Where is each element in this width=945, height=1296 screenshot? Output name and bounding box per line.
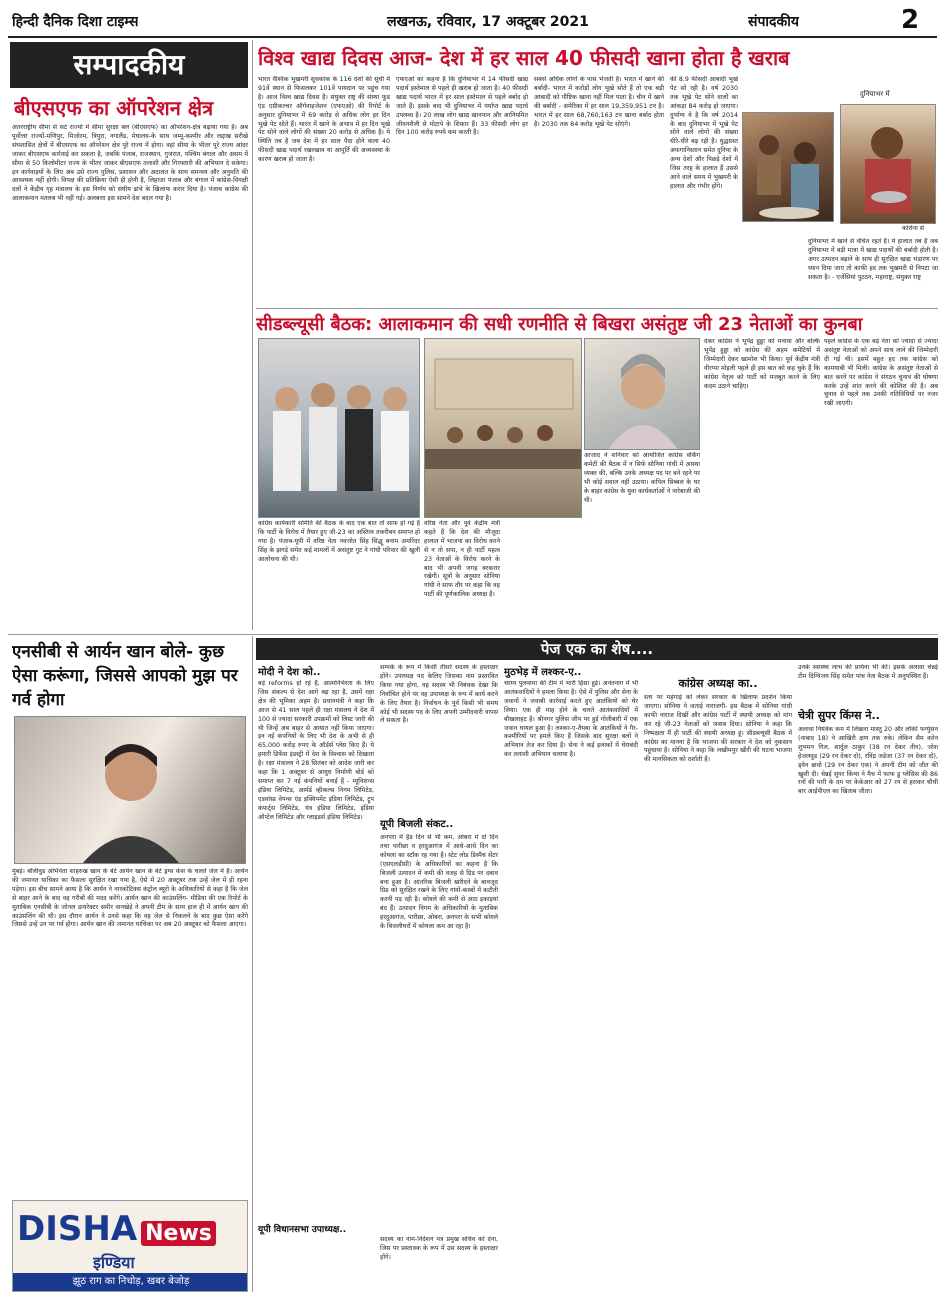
logo-tagline: झूठ राग का निचोड़, खबर बेजोड़ xyxy=(13,1273,248,1291)
chetri-intro: उनके स्वास्थ्य लाभ की प्रार्थना भी की। इसके अलावा चेन्नई टीम दिग्विजय सिंह समेत पांच नेता बैठक में अनुपस्थित हैं। xyxy=(798,664,938,680)
divider xyxy=(256,308,938,309)
main-col-3: सबसे अधिक लोगों के पास भेजती है। भारत में खाने की बर्बादी- भारत में करोड़ों लोग भूखे सोते हैं तो एक बड़ी आबादी को पौष्टिक खाना नहीं मिल पाता है। चीन में खाने की बर्बादी - अमेरिका में हर साल 19,359,951 टन है। भारत में हर साल 68,760,163 टन खाना बर्बाद होता है। 2030 तक 84 करोड़ भूखे पेट सोएंगे। xyxy=(534,76,664,128)
congress-title: कांग्रेस अध्यक्ष का.. xyxy=(678,677,758,690)
main-col-1: भारत वैश्विक भुखमरी सूचकांक के 116 देशों की सूची में 91वें स्थान से फिसलकर 101वें पायदान पर पहुंच गया है। आज विश्व खाद्य दिवस है। संयुक्त राष्ट्र की संस्था फूड एंड एग्रीकल्चर ऑर्गनाइजेशन (एफएओ) की रिपोर्ट के अनुसार दुनियाभर में 69 करोड़ से अधिक लोग हर दिन भूखे पेट सोते हैं। भारत में खाने के अभाव में हर दिन भूखे पेट सोने वाले लोगों की संख्या 20 करोड़ से अधिक है। ये स्थिति तब है जब देश में हर साल पैदा होने वाला 40 फीसदी खाद्य पदार्थ रखरखाव या आपूर्ति की अव्यवस्था के कारण खराब हो जाता है। xyxy=(258,76,390,164)
group-meeting-illustration xyxy=(259,339,420,518)
coal-title: यूपी बिजली संकट.. xyxy=(380,819,454,830)
page-number: 2 xyxy=(901,6,920,34)
logo-brand: DISHA xyxy=(17,1209,138,1249)
cwc-photo-hall xyxy=(424,338,582,518)
disha-news-logo xyxy=(12,1200,248,1292)
main-col-2: एफएओ का कहना है कि दुनियाभर में 14 फीसदी खाद्य पदार्थ इस्तेमाल से पहले ही खराब हो जाता है। 40 फीसदी खाद्य पदार्थ भारत में हर साल इस्तेमाल से पहले बर्बाद हो जाते हैं। इसके बाद भी दुनियाभर में पर्याप्त खाद्य पदार्थ उपलब्ध है। 20 लाख लोग खाद्य खानपान और आनियमित जीवनशैली से मोटापे के शिकार हैं। 33 फीसदी लोग हर दिन 100 करोड़ रुपये कम करती है। xyxy=(396,76,528,137)
main-col-5-label: दुनियाभर में xyxy=(860,90,890,98)
coal-intro: सम्पर्क के रूप में किसी तीसरे सदस्य के हस्ताक्षर होंगे। उपाध्यक्ष पद केलिए जिसका नाम प्रस्तावित किया गया होगा, वह सदस्य भी निबंधक देखा कि निर्वाचित होने पर वह उपाध्यक्ष के रूप में कार्य करने के लिए तैयार है। निर्वाचन के पूर्व किसी भी समय कोई भी सदस्य पद के लिए अपनी उम्मीदवारी वापस ले सकता है। xyxy=(380,664,498,725)
logo-sub: इण्डिया xyxy=(93,1253,135,1272)
aryan-headline: एनसीबी से आर्यन खान बोले- कुछ ऐसा करूंगा, जिससे आपको मुझ पर गर्व होगा xyxy=(12,642,238,710)
main-col-4: की 8.9 फीसदी आबादी भूखे पेट सो रही है। वर्ष 2030 तक भूखे पेट सोने वालों का आंकड़ा 84 करोड़ हो जाएगा। दुर्भाग्य ये है कि वर्ष 2014 के बाद दुनियाभर में भूखे पेट सोने वाले लोगों की संख्या धीरे-धीरे बढ़ रही है। युद्धग्रस्त अफगानिस्तान समेत दुनिया के अन्य देशों और पिछड़े देशों में जिस तरह के हालात हैं उससे आने वाले समय में भुखमरी के हालात और गंभीर होंगे। xyxy=(670,76,738,190)
continued-banner-text: पेज एक का शेष.... xyxy=(540,640,654,658)
editorial-body: अंतरराष्ट्रीय सीमा से सटे राज्यों में सीमा सुरक्षा बल (बीएसएफ) का ऑपरेशन-क्षेत्र बढ़ाया गया है। अब पूर्वोत्तर राज्यों-मणिपुर, मिजोरम, त्रिपुरा, नगालैंड, मेघालय-के साथ जम्मू-कश्मीर और लद्दाख सरीखे संघशासित क्षेत्रों में बीएसएफ का ऑपरेशन क्षेत्र पूरे राज्य में होगा। वहां सीमा के भीतर पूरे राज्य आंदर जाकर बीएसएफ कार्रवाई कर सकता है, जबकि पंजाब, राजस्थान, गुजरात, पश्चिम बंगाल और असम में सीमा से 50 किलोमीटर राज्य के भीतर जाकर बीएसएफ तलाशी और गिरफ्तारी की अभियान दे सकेगा। इन कार्रवाइयों के लिए अब उसे राज्य पुलिस, प्रशासन और अदालत के साथ समन्वय और अनुमति की आवश्यक नहीं होगी। विपक्ष की प्रतिक्रिया ऐसी ही होनी है, लिहाजा पंजाब और बंगाल में कांग्रेस-विपक्षी दलों ने केंद्रीय गृह मंत्रालय के इस निर्णय को संघीय ढांचे के खिलाफ करार दिया है। पंजाब कांग्रेस की आलाकमान मतलब भी नहीं गई। अलबत्ता इस सामने देश बदल गया है। xyxy=(12,124,248,203)
hunger-photo-2 xyxy=(840,104,936,224)
child-eating-illustration xyxy=(841,105,936,224)
coal-body: अनपरा में हैड दिन से भी कम, ओबरा में दो दिन तथा पारीछा व हरदुआगंज में आधे-आधे दिन का कोयला का स्टॉक रह गया है। स्टेट लोड डिस्पैच सेंटर (एसएलडीसी) के अधिकारियों का कहना है कि बिजली उत्पादन में कमी की वजह से ग्रिड पर दबाव बना हुआ है। आंतरिक बिजली खरीदने के बावजूद ग्रिड को सुरक्षित रखने के लिए गांवों-कस्बों में कटौती करनी पड़ रही है। कोयले की कमी से आठ इकाइयां बंद हैं। उत्पादन निगम के अधिकारियों के मुताबिक हरदुआगंज, पारीछा, ओबरा, अनपरा के सभी कोयले के बिजलीघरों में कोयला कम आ रहा है। xyxy=(380,834,498,931)
main-col-5: दुनियाभर में खाने से वंचित रहते हैं। ये हालात तब हैं जब दुनियाभर में बड़ी मात्रा में खाद्य पदार्थों की बर्बादी होती है। अगर उत्पादन बढ़ाने के साथ ही सुरक्षित खाद्य भंडारण पर ध्यान दिया जाए तो काफी हद तक भुखमरी से निपटा जा सकता है। - एजेंसियां पुटठन, महाराष्ट्र, संयुक्त राष्ट्र xyxy=(808,238,938,281)
sonia-gandhi-photo xyxy=(584,338,700,450)
cwc-col-right-1: आजाद ने शनिवार को आयोजित कांग्रेस वर्किंग कमेटी की बैठक में न सिर्फ सोनिया गांधी में आस्था व्यक्त की, बल्कि उनके अध्यक्ष पद पर बने रहने पर भी कोई सवाल नहीं उठाया। कपिल सिब्बल के घर के बाहर कांग्रेस के युवा कार्यकर्ताओं ने नारेबाजी की थी। xyxy=(584,452,700,504)
editorial-headline: बीएसएफ का ऑपरेशन क्षेत्र xyxy=(14,96,214,120)
paper-name: हिन्दी दैनिक दिशा टाइम्स xyxy=(12,14,139,30)
chetri-title: चेत्री सुपर किंग्स ने.. xyxy=(798,709,880,722)
logo-main xyxy=(17,1209,245,1253)
divider xyxy=(252,636,253,1292)
divider xyxy=(8,634,938,635)
terror-title: मुठभेड़ में लश्कर-ए.. xyxy=(504,667,582,678)
cwc-col-right-2: देकर कांग्रेस ने भूपेंद्र हुड्डा को मनाया और बल्कि भूपेंद्र हुड्डा को कांग्रेस की अहम कमेटियों में जिम्मेदारी देकर खामोश भी किया। पूर्व केंद्रीय मंत्री वीरप्पा मोइली पहले ही इस बात को कह चुके हैं कि कांग्रेस नेतृत्व को पार्टी को मजबूत करने के लिए कदम उठाने चाहिए। xyxy=(704,338,820,390)
portrait-illustration xyxy=(15,717,246,864)
editorial-banner xyxy=(10,42,248,88)
congress-body: स्तर पर महंगाई को लेकर सरकार के खिलाफ प्रदर्शन किया जाएगा। सोनिया ने जताई नाराजगी- इस बैठक में सोनिया गांधी काफी नाराज दिखीं और कांग्रेस पार्टी में स्थायी अध्यक्ष को मांग कर रहे जी-23 नेताओं को जवाब दिया। सोनिया ने कहा कि निष्पक्षता मैं ही पार्टी की स्थायी अध्यक्ष हूं। सीडब्ल्यूसी बैठक में कांग्रेस का मानना है कि भाजपा की सरकार ने देश को नुकसान पहुंचाया है। सोनिया ने कहा कि लखीमपुर खीरी की घटना भाजपा की मानसिकता को दर्शाती है। xyxy=(644,694,792,764)
cwc-col-right-3: पहले कांग्रेस के एक बड़े नेता को ज्यादा से ज्यादा असंतुष्ट नेताओं को अपने साथ लाने की जिम्मेदारी दी गई थी। इसमें बहुत हद तक कांग्रेस को कामयाबी भी मिली। कांग्रेस के असंतुष्ट नेताओं से बात करने पर कांग्रेस ने संगठन चुनाव की घोषणा करके उन्हें शांत करने की कोशिश की है। अब चुनाव से पहले तक उनकी गतिविधियों पर नजर रखी जाएगी। xyxy=(824,338,938,408)
dateline: लखनऊ, रविवार, 17 अक्टूबर 2021 xyxy=(387,14,589,30)
divider xyxy=(252,40,253,630)
continued-banner xyxy=(256,638,938,660)
cwc-headline: सीडब्ल्यूसी बैठक: आलाकमान की सधी रणनीति से बिखरा असंतुष्ट जी 23 नेताओं का कुनबा xyxy=(256,314,863,335)
chetri-body: अलावा नियंत्रेक कम में लिखना मास्तु 20 और लॉकी फर्ग्युसन (नाबाद 18) ने आखिरी क्षण तक रुके। लेकिन सैम करेन शुभमन गिल, शार्दुल ठाकुर (38 रन देकर तीन), जोश हेजलवुड (29 रन देकर दो), रविंद्र जडेजा (37 रन देकर दो), ड्वेन ब्रावो (29 रन देकर एक) ने अपनी टीम को जीत की खुशी दी। चेन्नई सुपर किंग्स ने मैच में फाफ डु प्लेसिस की 86 रनों की पारी के दम पर केकेआर को 27 रन से हराकर चौथी बार आईपीएल का खिताब जीता। xyxy=(798,726,938,796)
portrait-illustration xyxy=(585,339,700,450)
terror-body: चरम्य पुलवामा की टीम में भारी हिंसा हुई। अनंतनाग में भी आतंकवादियों ने हमला किया है। ऐसे में पुलिस और सेना के जवानों ने जवाबी कार्रवाई करते हुए आतंकियों को घेर लिया। एक ही माह होने के चलते आतंकवादियों में बौखलाहट है। श्रीनगर पुलिस जीप पर हुई गोलीबारी में एक जवान घायल हुआ है। लश्कर-ए-तैयबा के आतंकियों ने गैर-कश्मीरियों पर हमले किए हैं जिसके बाद सुरक्षा बलों ने अभियान तेज कर दिया है। सेना ने कई इलाकों में घेराबंदी कर तलाशी अभियान चलाया है। xyxy=(504,680,638,759)
aryan-body: मुंबई। बॉलीवुड अभिनेता शाहरुख खान के बेटे आर्यन खान के बेटे ड्रग्स केस के चलते जेल में हैं। आर्यन की जमानत याचिका का फैसला सुरक्षित रखा गया है, ऐसे में 20 अक्टूबर तक उन्हें जेल में ही रहना पड़ेगा। इस बीच सामने आया है कि आर्यन ने नारकोटिक्स कंट्रोल ब्यूरो के अधिकारियों से कहा है कि जेल से बाहर आने के बाद वह गरीबों की मदद करेंगे। आर्यन खान की काउंसलिंग- मीडिया की एक रिपोर्ट के मुताबिक एनसीबी के जोनल डायरेक्टर समीर वानखेड़े ने अपनी टीम के साथ हाल ही में आर्यन खान की काउंसलिंग की थी। इस दौरान आर्यन ने उनसे कहा कि वह जेल से निकलने के बाद कुछ ऐसा करेंगे जिससे उन्हें उन पर गर्व होगा। आर्यन खान की जमानत याचिका पर अब 20 अक्टूबर को फैसला आएगा। xyxy=(12,868,248,929)
meeting-hall-illustration xyxy=(425,339,582,518)
modi-body: बड़े reforms हो रहे हैं, आत्मनिर्भरता के लिए जिस संकल्प से देश आगे बढ़ रहा है, उसमें रक्षा क्षेत्र की भूमिका अहम है। प्रधानमंत्री ने कहा कि आज से 41 साल पहले ही रक्षा मंत्रालय ने देश में 100 से ज्यादा सरकारी उपक्रमों को लिस्ट जारी की थी जिन्हें अब बाहर से आयात नहीं किया जाएगा। इन नई कंपनियों के लिए भी देश के अभी से ही 65,000 करोड़ रुपए के ऑर्डर्स प्लेस किए हैं। ये हमारी डिफेंस इंडस्ट्री में देश के विश्वास को दिखाता है। रक्षा मंत्रालय ने 28 सितंबर को आदेश जारी कर कहा कि 1 अक्टूबर से आयुध निर्माणी बोर्ड को समाप्त कर 7 नई कंपनियों बनाई हैं - म्यूनिशन्स इंडिया लिमिटेड, आर्मर्ड व्हीकल्स निगम लिमिटेड, एडवांस्ड वेपन्स एंड इक्विपमेंट इंडिया लिमिटेड, ट्रूप कंफर्ट्स लिमिटेड, यंत्र इंडिया लिमिटेड, इंडिया ऑप्टेल लिमिटेड और ग्लाइडर्स इंडिया लिमिटेड। xyxy=(258,680,374,821)
children-illustration xyxy=(743,113,834,222)
cwc-photo-group xyxy=(258,338,420,518)
main-headline: विश्व खाद्य दिवस आज- देश में हर साल 40 फीसदी खाना होता है खराब xyxy=(258,46,790,70)
assembly-body: सदस्य का नाम-निर्देशन पत्र प्रमुख सचिव को देना, जिस पर प्रस्तावक के रूप में उस सदस्य के हस्ताक्षर होंगे। xyxy=(380,1236,498,1261)
header-rule xyxy=(8,36,937,38)
editorial-banner-text: सम्पादकीय xyxy=(73,48,185,81)
modi-title: मोदी ने देश को.. xyxy=(258,667,321,678)
main-col-5-note: कोरोना से xyxy=(902,225,925,232)
cwc-col-mid: वरिष्ठ नेता और पूर्व केंद्रीय मंत्री कहते हैं कि देश की मौजूदा हालात में भाजपा का विरोध करने से न तो सपा, न ही पार्टी महत्व 23 नेताओं के विरोध करने के बाद भी अपनी जगह बरकरार रखेगी। सूत्रों के अनुसार सोनिया गांधी ने साफ तौर पर कहा कि वह पार्टी की पूर्णकालिक अध्यक्ष हैं। xyxy=(424,520,500,599)
assembly-title: यूपी विधानसभा उपाध्यक्ष.. xyxy=(258,1225,347,1235)
masthead xyxy=(8,6,937,34)
cwc-photo-caption: कांग्रेस कार्यकारी समिति की बैठक के बाद एक बात तो साफ हो गई है कि पार्टी के विरोध में तैयार हुए जी-23 का अस्तित्व तकरीबन समाप्त हो गया है। पंजाब-यूपी में वरिष्ठ नेता नवजोत सिंह सिद्धू बनाम अमरिंदर सिंह के झगड़े समेत कई मामलों में असंतुष्ट गुट ने गांधी परिवार की खुली आलोचना की थी। xyxy=(258,520,420,563)
aryan-khan-photo xyxy=(14,716,246,864)
section-label: संपादकीय xyxy=(748,14,799,30)
logo-news: News xyxy=(141,1221,216,1246)
hunger-photo xyxy=(742,112,834,222)
